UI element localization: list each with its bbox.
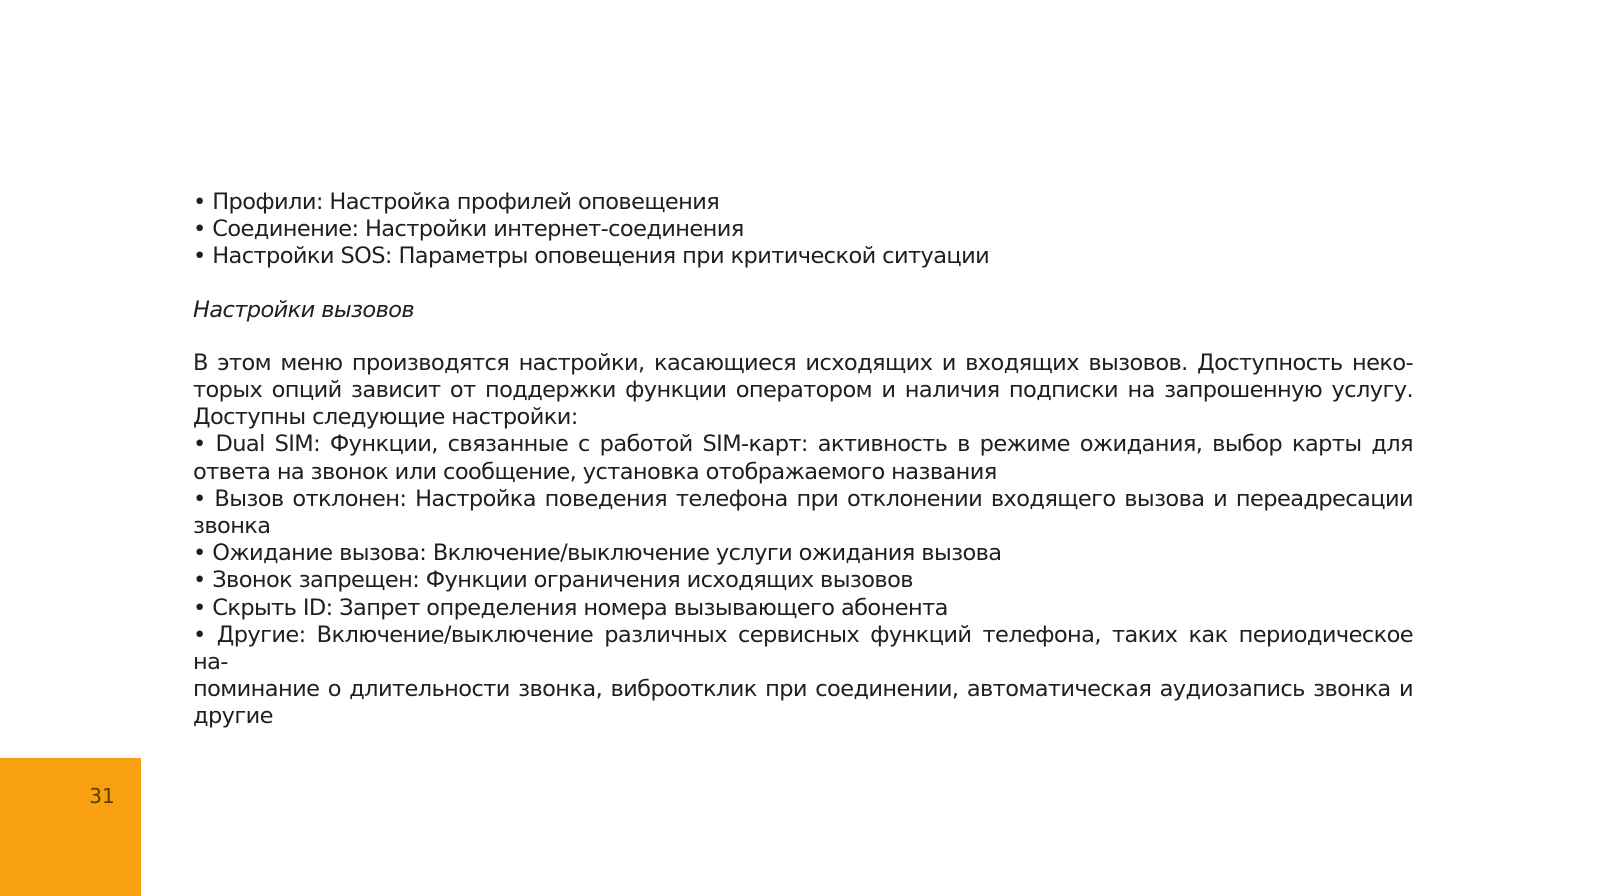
list-item-line: другие xyxy=(193,703,273,730)
list-item-line: • Вызов отклонен: Настройка поведения телефона при отклонении входящего вызова и переадресации xyxy=(193,485,1413,512)
list-item-dual-sim xyxy=(193,431,1413,485)
list-item-sos: • Настройки SOS: Параметры оповещения при критической ситуации xyxy=(193,243,990,270)
list-item-call-reject xyxy=(193,486,1413,540)
list-item-call-waiting: • Ожидание вызова: Включение/выключение услуги ожидания вызова xyxy=(193,540,1002,567)
page-number-tab xyxy=(0,758,141,896)
paragraph-line: В этом меню производятся настройки, касающиеся исходящих и входящих вызовов. Доступность неко- xyxy=(193,349,1413,376)
list-item-line: звонка xyxy=(193,513,271,540)
page-number: 31 xyxy=(89,784,115,808)
list-item-line: поминание о длительности звонка, виброотклик при соединении, автоматическая аудиозапись звонка и xyxy=(193,676,1413,703)
section-title: Настройки вызовов xyxy=(193,296,415,323)
list-item-other xyxy=(193,622,1413,731)
intro-paragraph xyxy=(193,350,1413,432)
paragraph-line: Доступны следующие настройки: xyxy=(193,404,578,431)
list-item-profiles: • Профили: Настройка профилей оповещения xyxy=(193,189,720,215)
page-content xyxy=(193,189,1413,731)
list-item-line: • Другие: Включение/выключение различных сервисных функций телефона, таких как периодическое на- xyxy=(193,621,1413,676)
list-item-line: ответа на звонок или сообщение, установка отображаемого названия xyxy=(193,458,997,485)
list-item-hide-id: • Скрыть ID: Запрет определения номера вызывающего абонента xyxy=(193,594,948,621)
list-item-call-barring: • Звонок запрещен: Функции ограничения исходящих вызовов xyxy=(193,567,913,594)
list-item-line: • Dual SIM: Функции, связанные с работой SIM-карт: активность в режиме ожидания, выбор карты для xyxy=(193,431,1413,458)
paragraph-line: торых опций зависит от поддержки функции оператором и наличия подписки на запрошенную услугу. xyxy=(193,377,1413,404)
list-item-connection: • Соединение: Настройки интернет-соединения xyxy=(193,216,744,243)
